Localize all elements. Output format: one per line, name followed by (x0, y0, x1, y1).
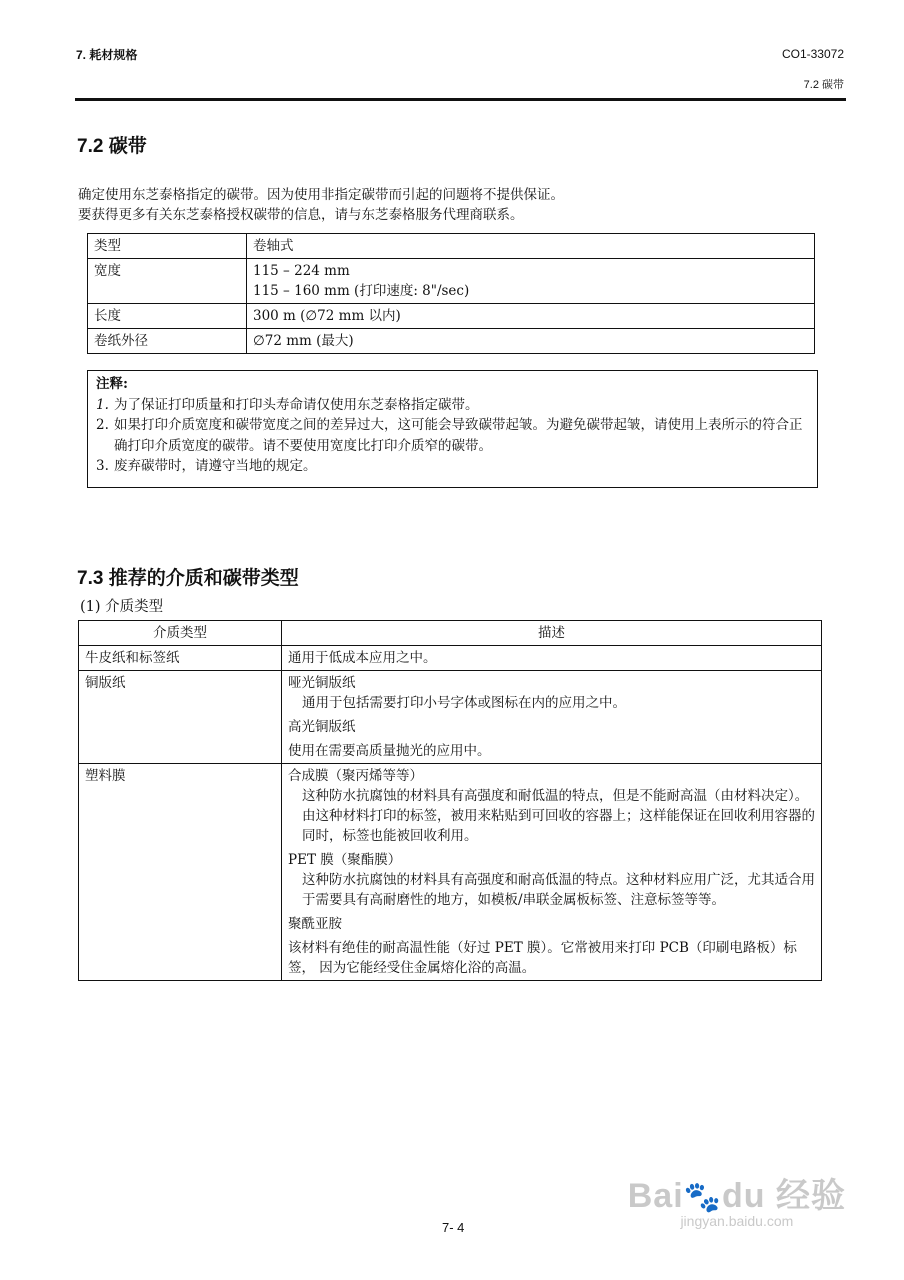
table-row (79, 764, 822, 981)
table-row (88, 234, 815, 259)
watermark-url: jingyan.baidu.com (680, 1213, 794, 1229)
chapter-header: 7. 耗材规格 (76, 48, 138, 62)
table-row (79, 646, 822, 671)
intro-line: 确定使用东芝泰格指定的碳带。因为使用非指定碳带而引起的问题将不提供保证。 (78, 187, 564, 203)
note-box (87, 370, 818, 488)
spec-value (247, 234, 815, 259)
note-title: 注释: (96, 376, 128, 392)
intro-text (78, 185, 564, 225)
note-item (96, 415, 809, 456)
ribbon-spec-table (87, 233, 815, 354)
description-heading: PET 膜（聚酯膜） (288, 852, 402, 868)
description-body: 该材料有绝佳的耐高温性能（好过 PET 膜）。它常被用来打印 PCB（印刷电路板）标签， 因为它能经受住金属熔化浴的高温。 (288, 940, 797, 976)
description-block (288, 648, 815, 668)
section-7-3-title: 7.3 推荐的介质和碳带类型 (77, 568, 299, 589)
note-text: 为了保证打印质量和打印头寿命请仅使用东芝泰格指定碳带。 (114, 396, 479, 413)
media-type: 铜版纸 (79, 671, 282, 764)
subsection-title: (1) 介质类型 (80, 599, 164, 615)
intro-line: 要获得更多有关东芝泰格授权碳带的信息，请与东芝泰格服务代理商联系。 (78, 207, 524, 223)
media-description (282, 646, 822, 671)
spec-value-line: 卷轴式 (253, 238, 294, 254)
spec-label: 类型 (88, 234, 247, 259)
description-heading: 哑光铜版纸 (288, 675, 356, 691)
description-block (288, 673, 815, 713)
note-text: 废弃碳带时，请遵守当地的规定。 (114, 458, 317, 474)
description-body: 通用于包括需要打印小号字体或图标在内的应用之中。 (302, 695, 626, 711)
spec-label: 卷纸外径 (88, 329, 247, 354)
media-description (282, 671, 822, 764)
baidu-watermark-logo: Bai🐾du 经验 jingyan.baidu.com (627, 1177, 846, 1229)
spec-label: 宽度 (88, 259, 247, 304)
column-header: 描述 (282, 621, 822, 646)
table-row (88, 304, 815, 329)
description-block (288, 766, 815, 846)
page-number: 7- 4 (442, 1220, 465, 1235)
note-number: 3. (96, 458, 109, 474)
header-rule (75, 98, 846, 101)
description-heading: 合成膜（聚丙烯等等） (288, 768, 423, 784)
media-type-table (78, 620, 822, 981)
note-item (96, 456, 809, 477)
spec-value-line: 300 m (∅72 mm 以内) (253, 308, 401, 324)
description-block (288, 717, 815, 761)
spec-value (247, 304, 815, 329)
spec-value-line: 115 – 160 mm (打印速度: 8"/sec) (253, 283, 470, 299)
description-body: 使用在需要高质量抛光的应用中。 (288, 743, 491, 759)
section-7-2-title: 7.2 碳带 (77, 136, 147, 157)
table-row (88, 329, 815, 354)
note-number: 2. (96, 417, 109, 433)
table-row (79, 671, 822, 764)
description-body: 这种防水抗腐蚀的材料具有高强度和耐低温的特点，但是不能耐高温（由材料决定）。由这种材料打印的标签，被用来粘贴到可回收的容器上；这样能保证在回收利用容器的同时，标签也能被回收利用。 (302, 788, 815, 844)
spec-label: 长度 (88, 304, 247, 329)
description-block (288, 850, 815, 910)
media-type: 牛皮纸和标签纸 (79, 646, 282, 671)
media-type: 塑料膜 (79, 764, 282, 981)
description-heading: 高光铜版纸 (288, 719, 356, 735)
doc-code: CO1-33072 (781, 47, 844, 61)
media-description (282, 764, 822, 981)
description-block (288, 914, 815, 978)
section-header: 7.2 碳带 (803, 79, 844, 91)
description-heading: 聚酰亚胺 (288, 916, 342, 932)
description-heading: 通用于低成本应用之中。 (288, 650, 437, 666)
spec-value-line: 115 – 224 mm (253, 263, 350, 279)
spec-value (247, 329, 815, 354)
table-row (88, 259, 815, 304)
table-header-row (79, 621, 822, 646)
note-item (96, 395, 809, 416)
spec-value (247, 259, 815, 304)
description-body: 这种防水抗腐蚀的材料具有高强度和耐高低温的特点。这种材料应用广泛，尤其适合用于需要具有高耐磨性的地方，如模板/串联金属板标签、注意标签等等。 (302, 872, 815, 908)
spec-value-line: ∅72 mm (最大) (253, 333, 354, 349)
note-number: 1. (96, 396, 109, 413)
note-text: 如果打印介质宽度和碳带宽度之间的差异过大，这可能会导致碳带起皱。为避免碳带起皱，请使用上表所示的符合正确打印介质宽度的碳带。请不要使用宽度比打印介质窄的碳带。 (114, 417, 803, 454)
column-header: 介质类型 (79, 621, 282, 646)
